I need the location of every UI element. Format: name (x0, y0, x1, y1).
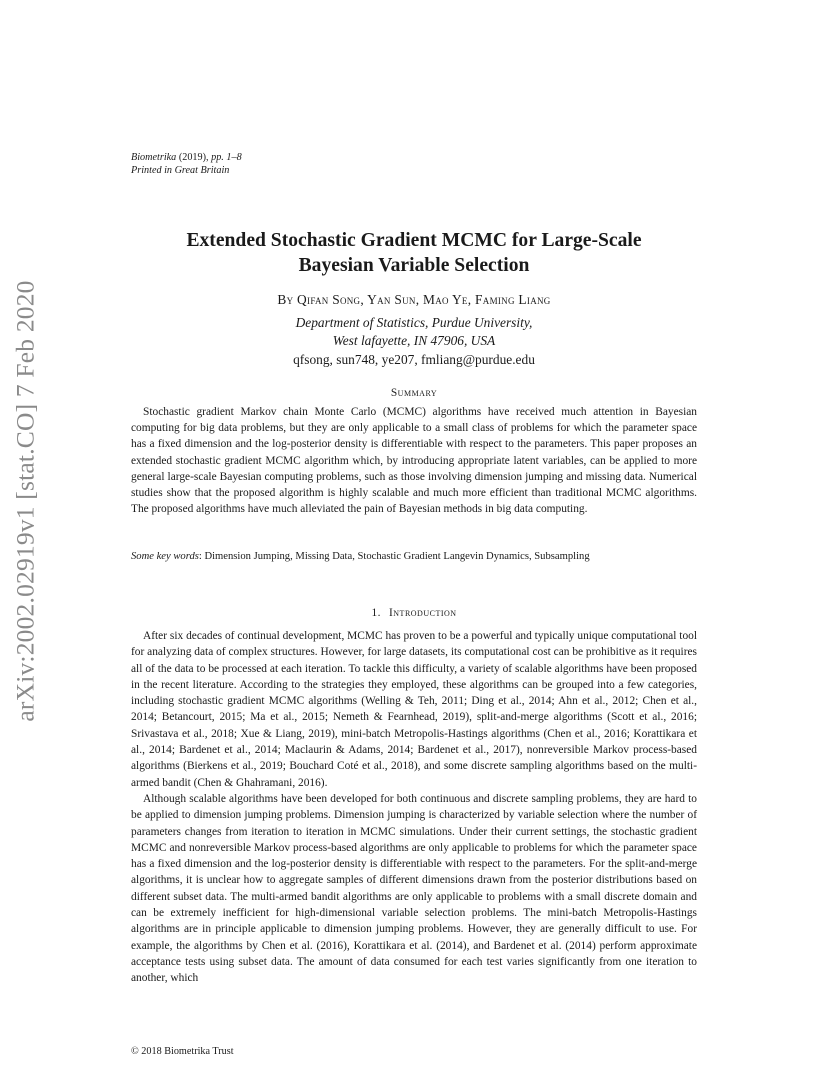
section-title: Introduction (388, 607, 457, 619)
abstract-text: Stochastic gradient Markov chain Monte Carlo (MCMC) algorithms have received much attention in Bayesian computing for big data problems, but they are only applicable to a small class of problems for which the parameter space has a fixed dimension and the log-posterior density is differentiable with respect to the parameters. This paper proposes an extended stochastic gradient MCMC algorithm which, by introducing appropriate latent variables, can be applied to more general large-scale Bayesian computing problems, such as those involving dimension jumping and missing data. Numerical studies show that the proposed algorithm is highly scalable and much more efficient than traditional MCMC algorithms. The proposed algorithms have much alleviated the pain of Bayesian methods in big data computing. (131, 406, 697, 516)
section-number: 1. (371, 607, 381, 619)
journal-pages: pp. 1–8 (211, 152, 242, 163)
arxiv-watermark (8, 258, 44, 744)
author-emails: qfsong, sun748, ye207, fmliang@purdue.edu (293, 352, 535, 367)
section-heading-introduction (131, 607, 697, 619)
keywords (131, 550, 697, 564)
title-line-2: Bayesian Variable Selection (298, 255, 530, 276)
keywords-list: : Dimension Jumping, Missing Data, Stochastic Gradient Langevin Dynamics, Subsampling (198, 551, 590, 562)
arxiv-identifier: arXiv:2002.02919v1 [stat.CO] 7 Feb 2020 (11, 280, 41, 722)
affiliation (131, 314, 697, 350)
introduction-body (131, 628, 697, 987)
paragraph: After six decades of continual development, MCMC has proven to be a powerful and typically unique computational tool for analyzing data of complex structures. However, for large datasets, its computational cost can be prohibitive as it requires all of the data to be processed at each iteration. To tackle this difficulty, a variety of scalable algorithms have been proposed in the recent literature. According to the strategies they employed, these algorithms can be grouped into a few categories, including stochastic gradient MCMC algorithms (Welling & Teh, 2011; Ding et al., 2014; Ahn et al., 2012; Chen et al., 2014; Betancourt, 2015; Ma et al., 2015; Nemeth & Fearnhead, 2019), split-and-merge algorithms (Scott et al., 2016; Srivastava et al., 2018; Xue & Liang, 2019), mini-batch Metropolis-Hastings algorithms (Chen et al., 2016; Korattikara et al., 2014; Bardenet et al., 2014; Maclaurin & Adams, 2014; Bardenet et al., 2017), nonreversible Markov process-based algorithms (Bierkens et al., 2019; Bouchard Coté et al., 2018), and some discrete sampling algorithms based on the multi-armed bandit (Chen & Ghahramani, 2016). (131, 630, 697, 789)
title-line-1: Extended Stochastic Gradient MCMC for Large-Scale (186, 230, 642, 251)
affiliation-line-2: West lafayette, IN 47906, USA (332, 333, 496, 348)
author-list: By Qifan Song, Yan Sun, Mao Ye, Faming Liang (277, 292, 551, 307)
journal-name: Biometrika (131, 152, 177, 163)
journal-header (131, 151, 242, 177)
keywords-label: Some key words (131, 551, 199, 562)
paper-title (131, 228, 697, 278)
summary-heading: Summary (390, 387, 438, 399)
copyright-footer: © 2018 Biometrika Trust (131, 1046, 234, 1057)
journal-year: (2019), (178, 152, 209, 163)
affiliation-line-1: Department of Statistics, Purdue University, (295, 315, 533, 330)
journal-citation (131, 151, 242, 164)
printed-notice: Printed in Great Britain (131, 165, 230, 176)
paragraph: Although scalable algorithms have been developed for both continuous and discrete sampling problems, they are hard to be applied to dimension jumping problems. Dimension jumping is characterized by variable selection where the number of parameters changes from iteration to iteration in MCMC simulations. Under their current settings, the stochastic gradient MCMC and nonreversible Markov process-based algorithms are only applicable to problems for which the parameter space has a fixed dimension and the log-posterior density is differentiable with respect to the parameters. For the split-and-merge algorithms, it is unclear how to aggregate samples of different dimensions drawn from the posterior distributions based on different subset data. The multi-armed bandit algorithms are only applicable to problems with a small discrete domain and can be extremely inefficient for high-dimensional variable selection problems. The mini-batch Metropolis-Hastings algorithms are in principle applicable to dimension jumping problems. However, they are generally difficult to use. For example, the algorithms by Chen et al. (2016), Korattikara et al. (2014), and Bardenet et al. (2014) perform approximate acceptance tests using subset data. The amount of data consumed for each test varies significantly from one iteration to another, which (131, 792, 697, 985)
